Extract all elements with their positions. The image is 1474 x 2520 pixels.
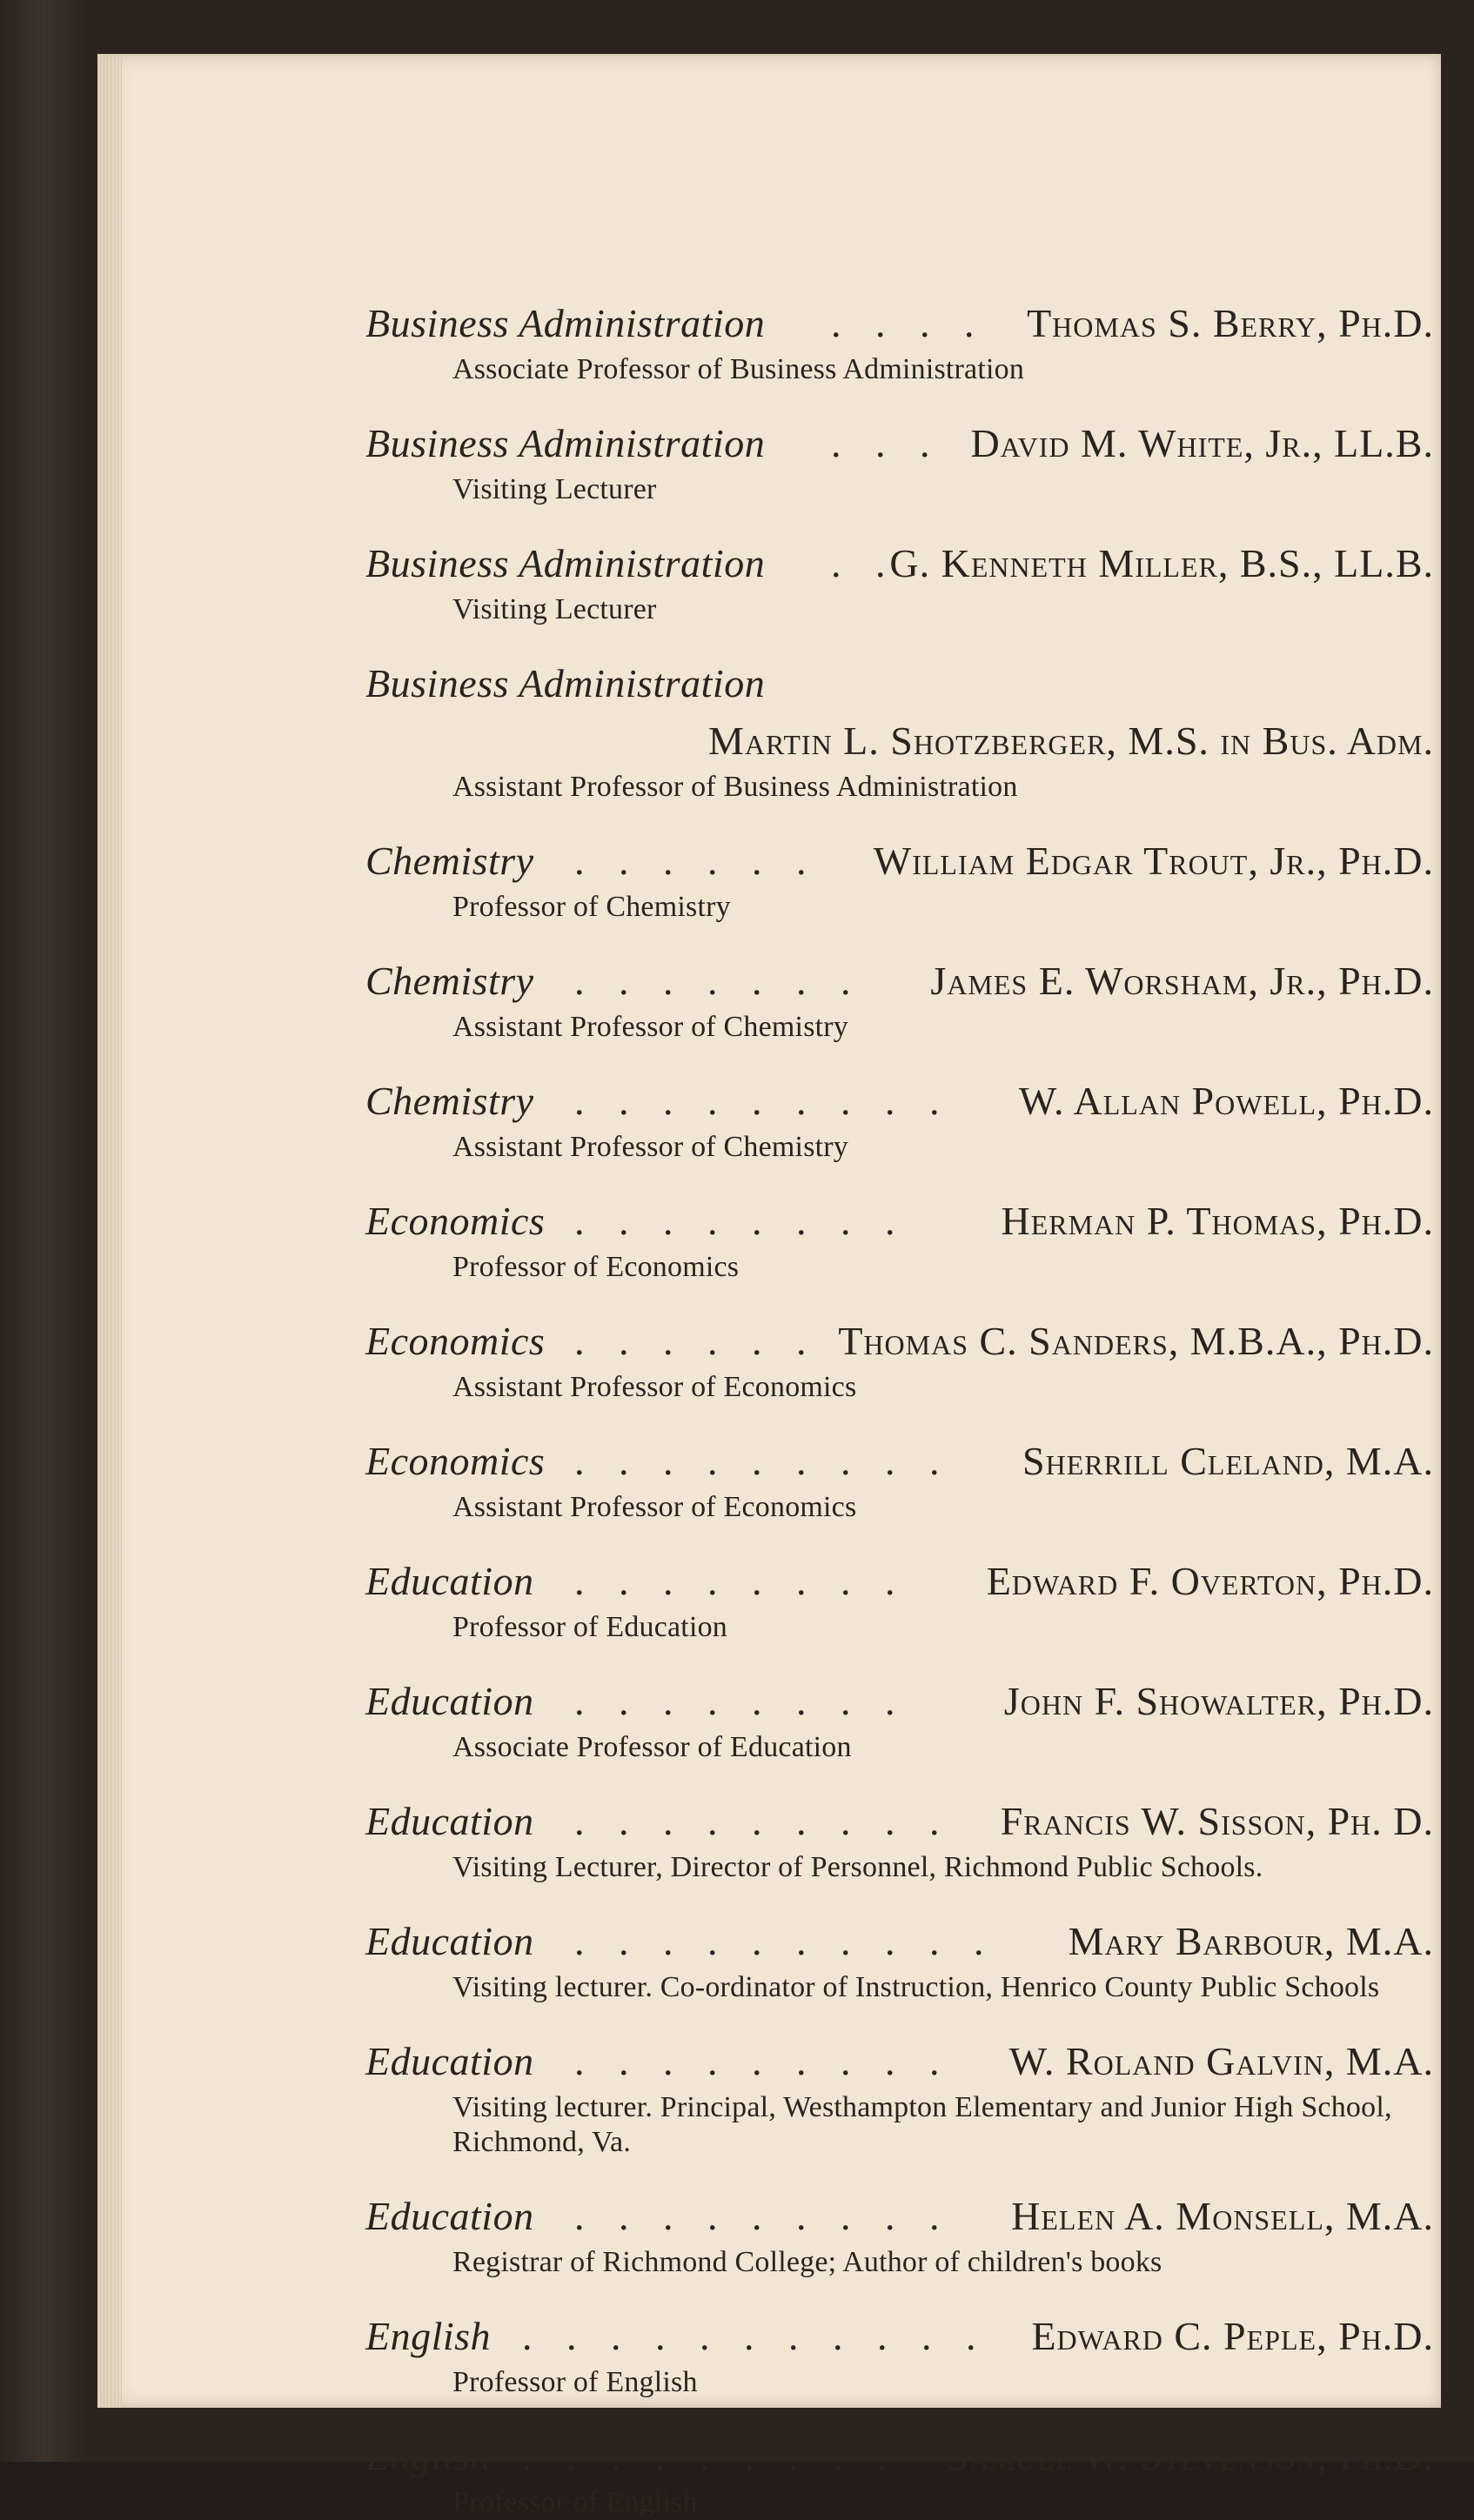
faculty-entry — [365, 838, 1434, 925]
faculty-list — [365, 300, 1434, 2520]
faculty-name: Herman P. Thomas, Ph.D. — [1001, 1199, 1434, 1243]
leader-dots: . . . . . . . — [574, 959, 863, 1003]
faculty-name: Martin L. Shotzberger, M.S. in Bus. Adm. — [707, 719, 1434, 763]
faculty-name: Sherrill Cleland, M.A. — [1022, 1439, 1434, 1483]
department: Chemistry — [365, 839, 534, 883]
page-edge — [97, 54, 122, 2408]
faculty-name: William Edgar Trout, Jr., Ph.D. — [873, 839, 1434, 883]
faculty-title: Visiting Lecturer — [452, 473, 657, 505]
leader-dots: . . . . . . . . . . — [574, 1919, 996, 1963]
faculty-title: Associate Professor of Education — [452, 1731, 852, 1763]
department: Business Administration — [365, 301, 766, 345]
faculty-name: Edward C. Peple, Ph.D. — [1031, 2314, 1434, 2358]
faculty-title: Visiting Lecturer, Director of Personnel, Richmond Public Schools. — [452, 1851, 1263, 1883]
faculty-entry — [365, 2313, 1434, 2400]
department: Education — [365, 1919, 534, 1963]
faculty-entry — [365, 1198, 1434, 1285]
leader-dots: . . . . . . . . . — [574, 1439, 952, 1483]
faculty-title: Assistant Professor of Business Administration — [452, 771, 1018, 803]
faculty-title: Registrar of Richmond College; Author of children's books — [452, 2246, 1162, 2278]
faculty-name: Francis W. Sisson, Ph. D. — [1000, 1799, 1434, 1843]
leader-dots: . . . . . . . . — [574, 1559, 908, 1603]
faculty-entry — [365, 300, 1434, 387]
department: English — [365, 2434, 492, 2478]
leader-dots: . . . . . . — [574, 1319, 819, 1363]
faculty-name: W. Roland Galvin, M.A. — [1008, 2039, 1434, 2083]
faculty-entry — [365, 420, 1434, 507]
faculty-entry — [365, 958, 1434, 1045]
leader-dots: . . . . . . . . . — [574, 1079, 952, 1123]
faculty-name: Thomas S. Berry, Ph.D. — [1027, 301, 1434, 345]
department: Education — [365, 1799, 534, 1843]
faculty-title: Assistant Professor of Economics — [452, 1491, 857, 1523]
department: Chemistry — [365, 959, 534, 1003]
department: Education — [365, 1679, 534, 1723]
faculty-name: Samuel W. Stevenson, Ph.D. — [946, 2434, 1434, 2478]
faculty-title: Professor of Chemistry — [452, 891, 731, 923]
faculty-entry — [365, 1318, 1434, 1405]
department: Education — [365, 2039, 534, 2083]
leader-dots: . . . . . . . . . — [574, 2039, 952, 2083]
leader-dots: . . . . . . . . . — [522, 2434, 900, 2478]
faculty-name: Mary Barbour, M.A. — [1068, 1919, 1434, 1963]
faculty-entry — [365, 660, 1434, 805]
department: Business Administration — [365, 661, 766, 705]
faculty-title: Professor of Education — [452, 1611, 727, 1643]
faculty-name: David M. White, Jr., LL.B. — [970, 421, 1434, 465]
leader-dots: . . . . . . — [574, 839, 819, 883]
department: Business Administration — [365, 541, 766, 585]
faculty-title: Associate Professor of Business Administration — [452, 353, 1025, 385]
faculty-entry — [365, 1678, 1434, 1765]
leader-dots: . . . . — [831, 301, 987, 345]
department: English — [365, 2314, 492, 2358]
faculty-title: Assistant Professor of Chemistry — [452, 1011, 848, 1043]
faculty-entry — [365, 1078, 1434, 1165]
department: Chemistry — [365, 1079, 534, 1123]
faculty-name: G. Kenneth Miller, B.S., LL.B. — [889, 541, 1434, 585]
department: Business Administration — [365, 421, 766, 465]
department: Education — [365, 1559, 534, 1603]
department: Economics — [365, 1319, 546, 1363]
leader-dots: . . . . . . . . . — [574, 1799, 952, 1843]
faculty-entry — [365, 2433, 1434, 2520]
faculty-title: Assistant Professor of Chemistry — [452, 1131, 848, 1163]
faculty-entry — [365, 1798, 1434, 1885]
faculty-entry — [365, 2193, 1434, 2280]
faculty-name: Helen A. Monsell, M.A. — [1011, 2194, 1434, 2238]
faculty-title: Professor of Economics — [452, 1251, 740, 1283]
faculty-entry — [365, 540, 1434, 627]
department: Economics — [365, 1199, 546, 1243]
faculty-entry — [365, 1558, 1434, 1645]
faculty-name: Thomas C. Sanders, M.B.A., Ph.D. — [838, 1319, 1434, 1363]
faculty-name: John F. Showalter, Ph.D. — [1003, 1679, 1434, 1723]
faculty-name: James E. Worsham, Jr., Ph.D. — [930, 959, 1434, 1003]
leader-dots: . . . — [831, 421, 942, 465]
faculty-name: Edward F. Overton, Ph.D. — [986, 1559, 1434, 1603]
department: Economics — [365, 1439, 546, 1483]
leader-dots: . . . . . . . . — [574, 1199, 908, 1243]
leader-dots: . . . . . . . . — [574, 1679, 908, 1723]
faculty-title: Professor of English — [452, 2366, 698, 2398]
leader-dots: . . . . . . . . . . . — [522, 2314, 988, 2358]
faculty-title: Visiting lecturer. Co-ordinator of Instruction, Henrico County Public Schools — [452, 1971, 1380, 2003]
faculty-entry — [365, 1438, 1434, 1525]
department: Education — [365, 2194, 534, 2238]
faculty-name: W. Allan Powell, Ph.D. — [1018, 1079, 1434, 1123]
faculty-title: Professor of English — [452, 2486, 698, 2518]
faculty-title: Visiting Lecturer — [452, 593, 657, 625]
faculty-entry — [365, 2038, 1434, 2160]
faculty-title: Assistant Professor of Economics — [452, 1371, 857, 1403]
faculty-entry — [365, 1918, 1434, 2005]
leader-dots: . . . . . . . . . — [574, 2194, 952, 2238]
leader-dots: . . — [831, 541, 898, 585]
faculty-title: Visiting lecturer. Principal, Westhampton Elementary and Junior High School, Richmond, Va. — [452, 2091, 1392, 2158]
